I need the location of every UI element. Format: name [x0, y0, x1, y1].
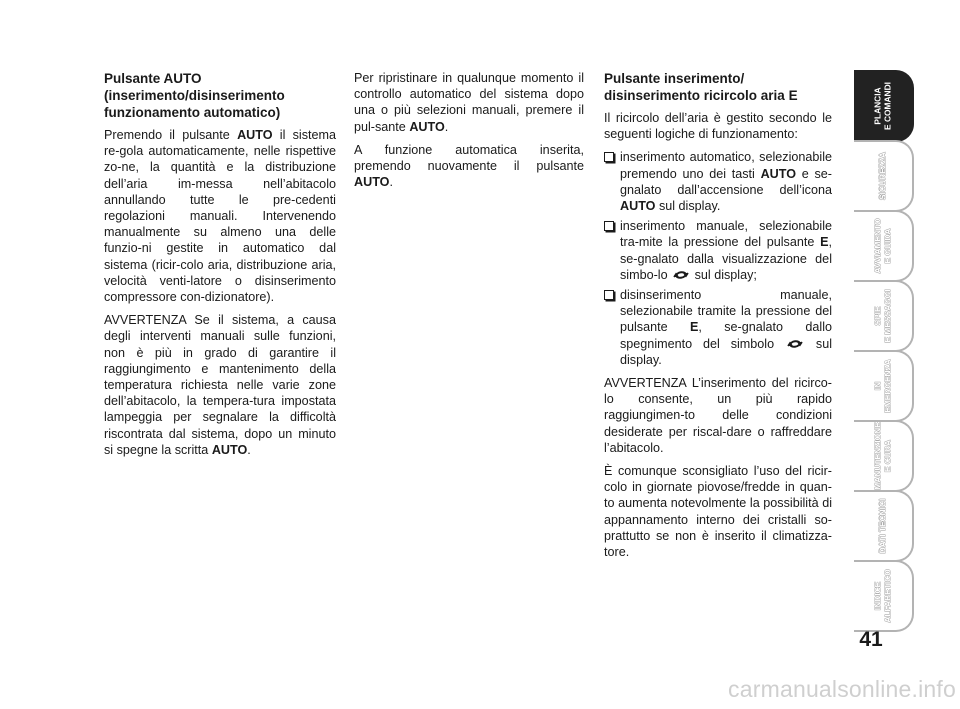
- text: il sistema re-gola automaticamente, nelle rispettive zo-ne, la quantità e la distribuzione dell’aria im-messa nell’abitacolo annullando tutte le pre-cedenti regolazioni manuali. Intervenendo manualmente su almeno una delle funzio-ni gestite in automatico dal sistema (ricir-colo aria, distribuzione aria, velocità venti-latore o disinserimento compressore con-dizionatore).: [104, 128, 336, 305]
- column-left: [104, 70, 336, 465]
- list-item: [604, 218, 832, 283]
- checkbox-bullet-icon: [604, 290, 614, 300]
- tab-sicurezza[interactable]: [854, 140, 914, 212]
- paragraph-advice: È comunque sconsigliato l’uso del ricir-colo in giornate piovose/fredde in quan-to aumenta notevolmente la possibilità di appannamento interno dei cristalli so-prattutto se non è inserito il climatizza-tore.: [604, 464, 832, 560]
- text: .: [247, 442, 251, 457]
- bold-text: AUTO: [409, 119, 445, 134]
- tab-label: IN EMERGENZA: [872, 359, 892, 413]
- tab-label: INDICE ALFABETICO: [872, 569, 892, 623]
- recirculation-icon: [673, 268, 689, 282]
- text: inserimento automatico, selezionabile premendo uno dei tasti: [620, 150, 832, 181]
- paragraph-intro: Il ricircolo dell’aria è gestito secondo le seguenti logiche di funzionamento:: [604, 111, 832, 142]
- tab-avviamento-guida[interactable]: [854, 210, 914, 282]
- page-number: 41: [859, 628, 883, 651]
- list-item: [604, 149, 832, 214]
- paragraph-warning-recirc: AVVERTENZA L’inserimento del ricirco-lo consente, un più rapido raggiungimen-to delle condizioni desiderate per riscal-dare o raffreddare l’abitacolo.: [604, 376, 832, 455]
- bullet-list: [604, 149, 832, 368]
- text: AVVERTENZA Se il sistema, a causa degli interventi manuali sulle funzioni, non è più in grado di garantire il raggiungimento e mantenimento della temperatura richiesta nelle varie zone dell’abitacolo, la tempera-tura impostata lampeggia per segnalare la difficoltà riscontrata dal sistema, dopo un minuto si spegne la scritta: [104, 313, 336, 457]
- tab-dati-tecnici[interactable]: [854, 490, 914, 562]
- text: disinserimento manuale, selezionabile tramite la pressione del pulsante: [620, 288, 832, 335]
- bold-text: AUTO: [760, 166, 797, 181]
- column-right: [604, 70, 832, 567]
- text: .: [444, 119, 449, 134]
- bold-text: AUTO: [211, 442, 248, 457]
- text: sul display.: [655, 199, 721, 214]
- text: inserimento manuale, selezionabile tra-mite la pressione del pulsante: [620, 219, 832, 250]
- recirculation-icon: [787, 337, 803, 351]
- tab-indice-alfabetico[interactable]: [854, 560, 914, 632]
- tab-plancia-comandi[interactable]: [854, 70, 914, 142]
- text: Per ripristinare in qualunque momento il controllo automatico del sistema dopo una o più selezioni manuali, premere il pul-sante: [354, 71, 584, 134]
- bold-text: E: [689, 320, 699, 335]
- section-heading-recirculation: Pulsante inserimento/ disinserimento ricircolo aria E: [604, 71, 798, 103]
- checkbox-bullet-icon: [604, 152, 614, 162]
- watermark: carmanualsonline.info: [728, 676, 956, 702]
- bold-text: AUTO: [237, 128, 273, 142]
- text: .: [389, 175, 393, 190]
- tab-label: SPIE E MESSAGGI: [872, 289, 892, 343]
- section-heading-auto: Pulsante AUTO (inserimento/disinserimento funzionamento automatico): [104, 71, 285, 120]
- text: e se-gnalato dall’accensione dell’icona: [620, 166, 833, 197]
- text: A funzione automatica inserita, premendo nuovamente il pulsante: [354, 142, 584, 174]
- column-middle: [354, 70, 584, 197]
- bold-text: AUTO: [354, 175, 390, 190]
- tab-label: MANUTENZIONE E CURA: [872, 422, 892, 490]
- paragraph-auto-desc: [104, 127, 336, 305]
- text: sul display;: [691, 267, 757, 282]
- tab-label: PLANCIA E COMANDI: [872, 82, 892, 130]
- list-item: [604, 287, 832, 368]
- text: sul display.: [620, 336, 832, 367]
- paragraph-restore: [354, 70, 584, 135]
- text: , se-gnalato dallo spegnimento del simbolo: [620, 320, 832, 351]
- tab-label: AVVIAMENTO E GUIDA: [872, 218, 892, 274]
- bold-text: AUTO: [620, 199, 656, 214]
- tab-label: DATI TECNICI: [877, 498, 888, 554]
- tab-spie-messaggi[interactable]: [854, 280, 914, 352]
- bold-text: E: [820, 235, 829, 250]
- tab-manutenzione-cura[interactable]: [854, 420, 914, 492]
- checkbox-bullet-icon: [604, 221, 614, 231]
- paragraph-auto-align: [354, 142, 584, 191]
- paragraph-warning: [104, 312, 336, 458]
- text: , se-gnalato dalla visualizzazione del simbo-lo: [620, 235, 832, 282]
- tab-label: SICUREZZA: [877, 152, 888, 200]
- tab-emergenza[interactable]: [854, 350, 914, 422]
- text: Premendo il pulsante: [104, 128, 238, 142]
